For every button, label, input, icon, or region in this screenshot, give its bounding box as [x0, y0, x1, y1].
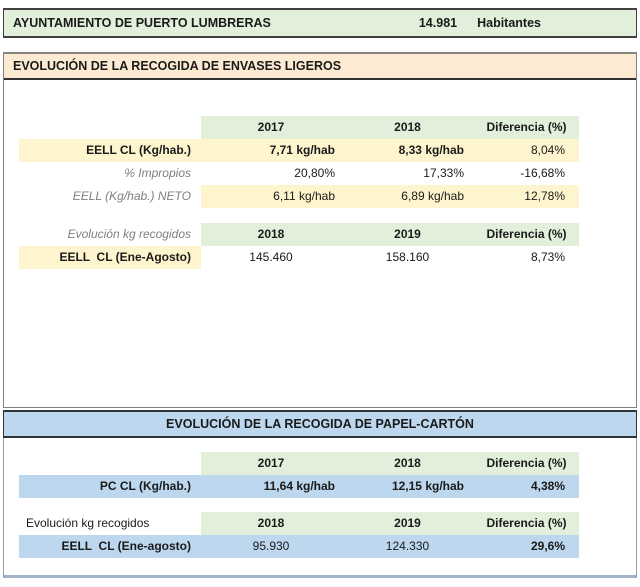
- cell-kg-2018: 145.460: [249, 250, 293, 264]
- envases-perhab-table: [19, 116, 579, 208]
- col-header-diferencia: Diferencia (%): [474, 452, 579, 475]
- col-header-2018: 2018: [341, 452, 474, 475]
- row-label-eell-ene-agosto: EELL CL (Ene-agosto): [19, 535, 201, 558]
- cell-impropios-2018: 17,33%: [423, 166, 464, 180]
- cell-neto-diff: 12,78%: [474, 185, 579, 208]
- col-header-2018: 2018: [201, 512, 341, 535]
- section-envases-title: EVOLUCIÓN DE LA RECOGIDA DE ENVASES LIGEROS: [4, 53, 636, 80]
- row-label-impropios: % Impropios: [124, 166, 191, 180]
- cell-kg-diff: 8,73%: [530, 250, 565, 264]
- cell-pc-2018: 12,15 kg/hab: [341, 475, 474, 498]
- row-label-eell-neto: EELL (Kg/hab.) NETO: [72, 189, 191, 203]
- col-header-2019: 2019: [341, 223, 474, 246]
- cell-eell-2017: 7,71 kg/hab: [201, 139, 341, 162]
- cell-kg-2018: 95.930: [201, 535, 341, 558]
- cell-kg-2019: 158.160: [385, 250, 430, 264]
- section-envases-ligeros: [3, 52, 637, 408]
- col-header-2017: 2017: [201, 452, 341, 475]
- col-header-diferencia: Diferencia (%): [474, 512, 579, 535]
- empty-corner-cell: [19, 116, 201, 139]
- row-label-eell-ene-agosto: EELL CL (Ene-Agosto): [19, 246, 201, 269]
- cell-impropios-2017: 20,80%: [294, 166, 335, 180]
- population-value: 14.981: [418, 16, 458, 30]
- cell-pc-2017: 11,64 kg/hab: [201, 475, 341, 498]
- papel-kg-table: [19, 512, 579, 558]
- municipality-title: AYUNTAMIENTO DE PUERTO LUMBRERAS: [13, 16, 271, 30]
- cell-kg-2019: 124.330: [341, 535, 474, 558]
- population-label: Habitantes: [477, 16, 541, 30]
- cell-eell-diff: 8,04%: [474, 139, 579, 162]
- empty-corner-cell: [19, 452, 201, 475]
- section-papel-carton: [3, 438, 637, 578]
- cell-neto-2017: 6,11 kg/hab: [201, 185, 341, 208]
- col-header-2019: 2019: [341, 512, 474, 535]
- col-header-diferencia: Diferencia (%): [474, 116, 579, 139]
- envases-kg-table: [19, 223, 579, 269]
- cell-neto-2018: 6,89 kg/hab: [341, 185, 474, 208]
- col-header-2017: 2017: [201, 116, 341, 139]
- col-header-2018: 2018: [341, 116, 474, 139]
- row-label-eell-cl: EELL CL (Kg/hab.): [19, 139, 201, 162]
- kg-table-caption: Evolución kg recogidos: [67, 227, 191, 241]
- cell-eell-2018: 8,33 kg/hab: [341, 139, 474, 162]
- col-header-diferencia: Diferencia (%): [474, 223, 579, 246]
- cell-kg-diff: 29,6%: [474, 535, 579, 558]
- municipality-header: [3, 8, 637, 38]
- section-papel-carton-title: EVOLUCIÓN DE LA RECOGIDA DE PAPEL-CARTÓN: [3, 410, 637, 438]
- cell-pc-diff: 4,38%: [474, 475, 579, 498]
- row-label-pc-cl: PC CL (Kg/hab.): [19, 475, 201, 498]
- cell-impropios-diff: -16,68%: [520, 166, 565, 180]
- col-header-2018: 2018: [201, 223, 341, 246]
- papel-perhab-table: [19, 452, 579, 498]
- kg-table-caption: Evolución kg recogidos: [26, 516, 150, 530]
